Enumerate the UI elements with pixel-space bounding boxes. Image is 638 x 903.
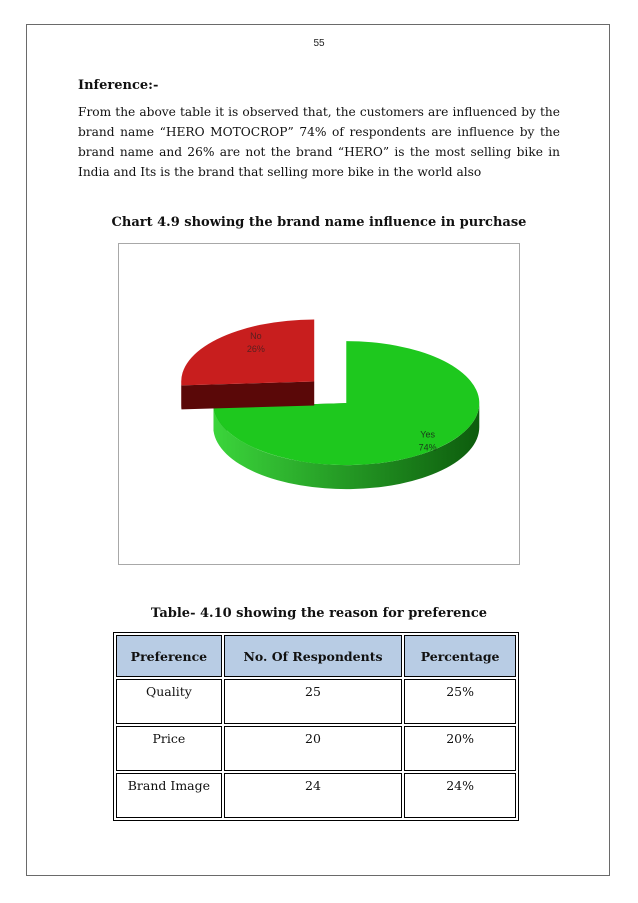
table-cell: Price xyxy=(116,726,222,771)
pie-chart xyxy=(118,243,520,565)
pie-percent-no: 26% xyxy=(246,344,265,355)
table-cell: 24% xyxy=(404,773,516,818)
table-cell: 20 xyxy=(224,726,402,771)
pie-slice-no-wall xyxy=(181,382,314,410)
table-cell: Quality xyxy=(116,679,222,724)
table-title: Table- 4.10 showing the reason for preference xyxy=(150,606,488,621)
inference-paragraph: From the above table it is observed that, the customers are influenced by the brand name “HERO MOTOCROP” 74% of respondents are influence by the brand name and 26% are not the brand “HERO” is the most selling bike in India and Its is the brand that selling more bike in the world also xyxy=(78,105,560,179)
table-cell: 25% xyxy=(404,679,516,724)
table-cell: 25 xyxy=(224,679,402,724)
table-row xyxy=(116,726,516,771)
inference-heading: Inference:- xyxy=(78,78,159,93)
table-header-row xyxy=(116,635,516,677)
preference-table xyxy=(113,632,519,821)
table-header-cell: Percentage xyxy=(404,635,516,677)
table-header-cell: No. Of Respondents xyxy=(224,635,402,677)
table-row xyxy=(116,679,516,724)
chart-title: Chart 4.9 showing the brand name influence in purchase xyxy=(111,215,527,230)
pie-chart-svg xyxy=(119,244,519,564)
page-number: 55 xyxy=(313,38,325,49)
pie-label-yes: Yes xyxy=(420,429,435,440)
table-cell: 20% xyxy=(404,726,516,771)
table-row xyxy=(116,773,516,818)
table-cell: Brand Image xyxy=(116,773,222,818)
pie-label-no: No xyxy=(250,331,262,342)
pie-percent-yes: 74% xyxy=(418,442,437,453)
table-header-cell: Preference xyxy=(116,635,222,677)
table-cell: 24 xyxy=(224,773,402,818)
